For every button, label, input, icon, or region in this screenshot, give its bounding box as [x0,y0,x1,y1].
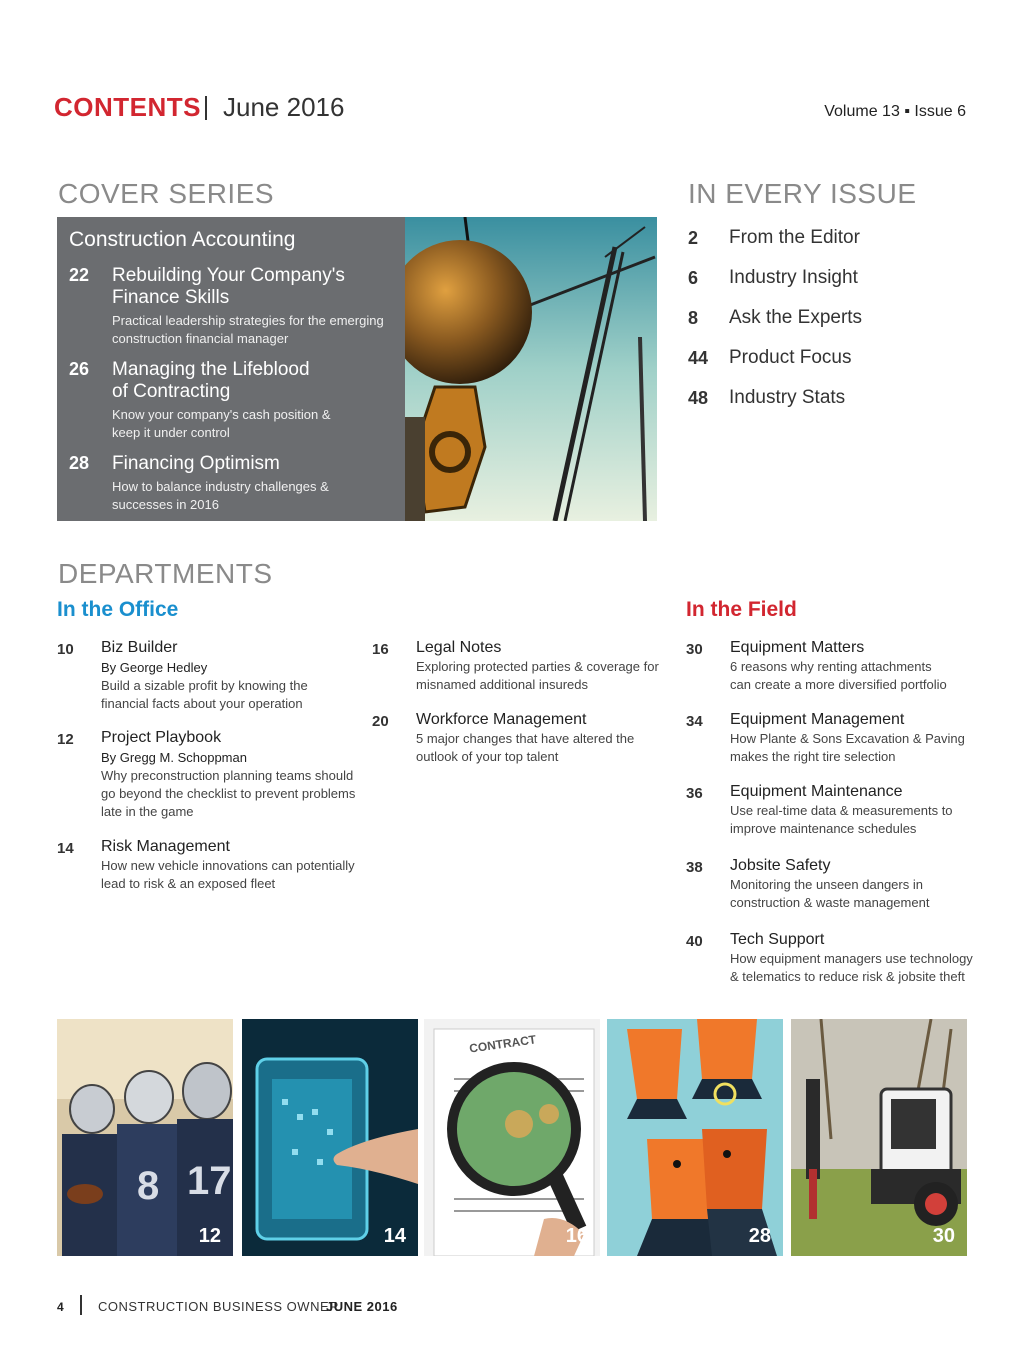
cover-item-title: Managing the Lifeblood of Contracting [112,359,310,402]
skid-steer-image [791,1019,967,1256]
department-title: Equipment Management [730,711,905,728]
issue-date: June 2016 [223,92,345,122]
cover-series-title: COVER SERIES [58,178,275,209]
every-issue-page: 48 [688,388,709,408]
wrecking-ball-image [405,217,657,521]
cover-item-page: 26 [69,359,90,379]
department-desc: How Plante & Sons Excavation & Paving makes the right tire selection [730,731,965,764]
every-issue-label: Product Focus [729,347,852,368]
department-page: 36 [686,785,703,802]
department-desc: Build a sizable profit by knowing the financial facts about your operation [101,678,308,711]
department-page: 34 [686,713,703,730]
department-title: Project Playbook [101,729,222,746]
department-title: Tech Support [730,931,825,948]
every-issue-label: Ask the Experts [729,307,863,328]
thumbnail-page: 12 [198,1225,221,1247]
department-page: 30 [686,641,703,658]
departments-title: DEPARTMENTS [58,558,273,589]
thumbnail-faces[interactable] [607,1019,783,1256]
department-page: 20 [372,713,389,730]
cover-item-desc: How to balance industry challenges & successes in 2016 [112,479,329,512]
every-issue-label: Industry Stats [729,387,846,408]
svg-text:17: 17 [187,1159,232,1203]
department-byline: By Gregg M. Schoppman [101,750,247,765]
department-page: 12 [57,731,74,748]
department-title: Equipment Maintenance [730,783,903,800]
department-title: Workforce Management [416,711,587,728]
footer-page-number: 4 [57,1300,64,1314]
department-desc: 6 reasons why renting attachments can create a more diversified portfolio [730,659,947,692]
department-title: Equipment Matters [730,639,865,656]
every-issue-page: 44 [688,348,709,368]
every-issue-title: IN EVERY ISSUE [688,178,917,209]
department-page: 14 [57,840,74,857]
faces-illustration-image [607,1019,783,1256]
department-desc: Use real-time data & measurements to improve maintenance schedules [730,803,953,836]
footer-issue: JUNE 2016 [326,1299,398,1314]
contract-text: CONTRACT [468,1032,537,1056]
cover-item-desc: Practical leadership strategies for the emerging construction financial manager [112,313,384,346]
volume-issue: Volume 13 ▪ Issue 6 [824,103,966,120]
department-title: Jobsite Safety [730,857,831,874]
department-desc: Monitoring the unseen dangers in construction & waste management [730,877,930,910]
in-the-office-label: In the Office [57,598,179,621]
thumbnail-football[interactable] [57,1019,233,1256]
every-issue-page: 8 [688,308,699,328]
in-the-field-label: In the Field [686,598,797,621]
department-title: Biz Builder [101,639,178,656]
department-byline: By George Hedley [101,660,208,675]
every-issue-page: 6 [688,268,699,288]
department-desc: 5 major changes that have altered the outlook of your top talent [416,731,635,764]
department-desc: Why preconstruction planning teams should go beyond the checklist to prevent problems late in the game [101,768,356,819]
department-desc: Exploring protected parties & coverage for misnamed additional insureds [416,659,659,692]
cover-item-desc: Know your company's cash position & keep it under control [112,407,331,440]
department-page: 40 [686,933,703,950]
every-issue-label: From the Editor [729,227,860,248]
cover-item-page: 22 [69,265,90,285]
thumbnail-skidsteer[interactable] [791,1019,967,1256]
cover-heading: Construction Accounting [69,228,296,251]
footer-magazine: CONSTRUCTION BUSINESS OWNER [98,1299,340,1314]
header-divider [205,96,207,120]
cover-item-title: Financing Optimism [112,453,280,474]
department-desc: How equipment managers use technology & telematics to reduce risk & jobsite theft [730,951,973,984]
touchscreen-image [242,1019,418,1256]
contents-label: CONTENTS [54,92,201,122]
department-page: 10 [57,641,74,658]
thumbnail-page: 30 [932,1225,955,1247]
every-issue-label: Industry Insight [729,267,858,288]
department-page: 16 [372,641,389,658]
department-page: 38 [686,859,703,876]
thumbnail-page: 28 [748,1225,771,1247]
department-title: Legal Notes [416,639,502,656]
department-desc: How new vehicle innovations can potentially lead to risk & an exposed fleet [101,858,355,891]
thumbnail-contract[interactable] [424,1019,600,1256]
thumbnail-page: 14 [383,1225,406,1247]
cover-item-page: 28 [69,453,90,473]
every-issue-page: 2 [688,228,699,248]
football-team-image [57,1019,233,1256]
thumbnail-page: 16 [565,1225,588,1247]
svg-text:8: 8 [137,1164,160,1208]
contract-magnifier-image [424,1019,600,1256]
footer-divider [80,1295,82,1315]
cover-series-box[interactable] [57,217,657,521]
thumbnail-touchscreen[interactable] [242,1019,418,1256]
cover-item-title: Rebuilding Your Company's Finance Skills [112,265,345,308]
department-title: Risk Management [101,838,230,855]
